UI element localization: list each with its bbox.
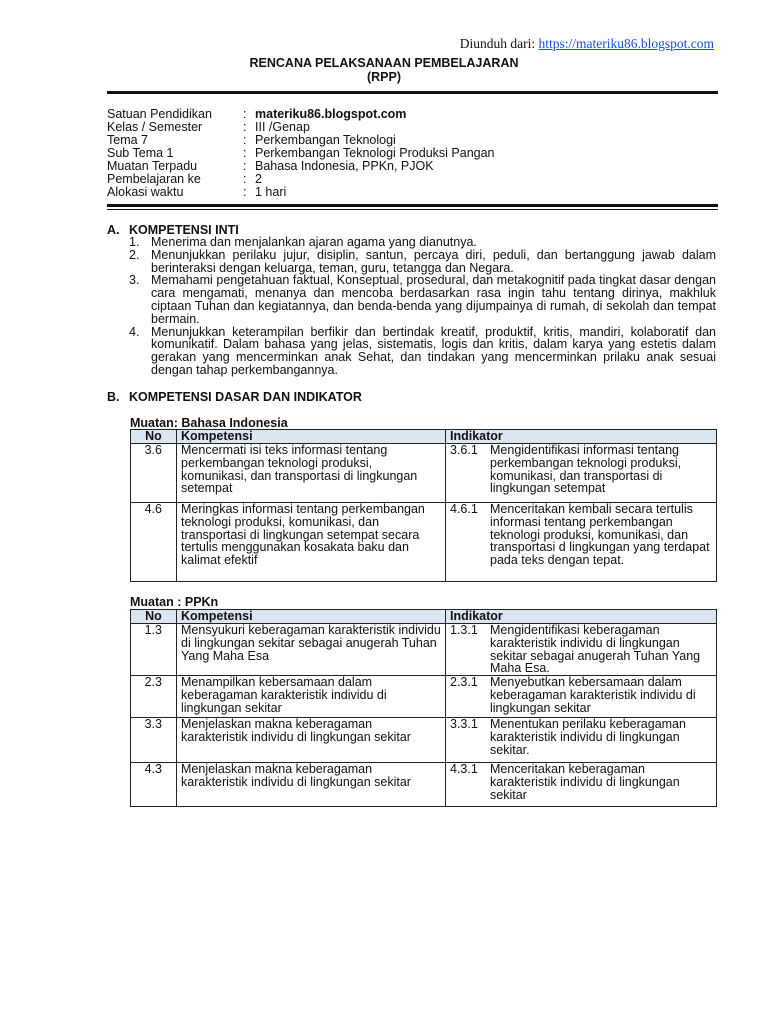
identity-divider-thick [107, 204, 718, 207]
table-row [131, 624, 717, 676]
indikator-text: Mengidentifikasi keberagaman karakteristik individu di lingkungan sekitar sebagai anugerah Tuhan Yang Maha Esa. [490, 623, 701, 676]
info-value: Bahasa Indonesia, PPKn, PJOK [255, 159, 434, 173]
info-colon: : [243, 133, 247, 147]
cell-kompetensi: Menjelaskan makna keberagaman karakteristik individu di lingkungan sekitar [177, 763, 446, 807]
muatan-ppkn-title: Muatan : PPKn [130, 595, 219, 609]
info-colon: : [243, 146, 247, 160]
list-item [129, 274, 716, 325]
table-row [131, 718, 717, 763]
header-no: No [131, 610, 177, 624]
cell-no: 2.3 [131, 676, 177, 718]
indikator-text: Mengidentifikasi informasi tentang perkembangan teknologi produksi, komunikasi, dan transportasi di lingkungan setempat [490, 443, 682, 496]
cell-indikator [446, 503, 717, 582]
section-b-heading [107, 390, 362, 404]
table-row [131, 763, 717, 807]
list-item [129, 236, 716, 249]
cell-indikator [446, 676, 717, 718]
cell-kompetensi: Menampilkan kebersamaan dalam keberagaman karakteristik individu di lingkungan sekitar [177, 676, 446, 718]
info-colon: : [243, 120, 247, 134]
muatan-bahasa-indonesia-title: Muatan: Bahasa Indonesia [130, 416, 288, 430]
cell-indikator [446, 444, 717, 503]
info-label: Kelas / Semester [107, 120, 203, 134]
cell-kompetensi: Meringkas informasi tentang perkembangan teknologi produksi, komunikasi, dan transportasi di lingkungan setempat secara tertulis menggunakan kosakata baku dan kalimat efektif [177, 503, 446, 582]
list-text: Memahami pengetahuan faktual, Konseptual, prosedural, dan metakognitif pada tingkat dasar dengan cara mengamati, menanya dan mencoba berdasarkan rasa ingin tahu tentang dirinya, makhluk ciptaan Tuhan dan kegiatannya, dan benda-benda yang dijumpainya di rumah, di sekolah dan tempat bermain. [151, 273, 716, 326]
indikator-text: Menentukan perilaku keberagaman karakteristik individu di lingkungan sekitar. [490, 717, 686, 757]
info-row-alokasi [107, 186, 495, 199]
header-kompetensi: Kompetensi [177, 610, 446, 624]
section-title: KOMPETENSI INTI [129, 223, 239, 237]
info-value: 1 hari [255, 185, 287, 199]
info-label: Muatan Terpadu [107, 159, 198, 173]
cell-kompetensi: Mencermati isi teks informasi tentang perkembangan teknologi produksi, komunikasi, dan transportasi di lingkungan setempat [177, 444, 446, 503]
info-colon: : [243, 185, 247, 199]
document-title: RENCANA PELAKSANAAN PEMBELAJARAN [249, 56, 519, 70]
document-subtitle: (RPP) [366, 70, 402, 84]
indikator-text: Menyebutkan kebersamaan dalam keberagaman karakteristik individu di lingkungan sekitar [490, 675, 696, 715]
cell-no: 3.3 [131, 718, 177, 763]
kompetensi-inti-list [129, 236, 716, 377]
list-number: 1. [129, 235, 140, 249]
table-row [131, 503, 717, 582]
info-label: Pembelajaran ke [107, 172, 201, 186]
table-header-row [131, 610, 717, 624]
indikator-number: 4.3.1 [450, 762, 478, 777]
source-line [460, 36, 714, 52]
info-label: Tema 7 [107, 133, 148, 147]
section-letter: B. [107, 390, 120, 404]
table-row [131, 444, 717, 503]
source-link[interactable]: https://materiku86.blogspot.com [538, 36, 714, 51]
indikator-number: 3.6.1 [450, 443, 478, 457]
header-indikator: Indikator [446, 430, 717, 444]
info-colon: : [243, 159, 247, 173]
info-value: materiku86.blogspot.com [255, 107, 407, 121]
identity-block [107, 108, 495, 199]
cell-indikator [446, 718, 717, 763]
info-value: III /Genap [255, 120, 310, 134]
info-colon: : [243, 172, 247, 186]
source-prefix: Diunduh dari: [459, 36, 536, 51]
cell-kompetensi: Menjelaskan makna keberagaman karakteristik individu di lingkungan sekitar [177, 718, 446, 763]
indikator-number: 4.6.1 [450, 502, 478, 516]
list-item [129, 326, 716, 377]
indikator-text: Menceritakan keberagaman karakteristik individu di lingkungan sekitar [490, 762, 680, 802]
info-value: 2 [255, 172, 262, 186]
info-value: Perkembangan Teknologi [255, 133, 396, 147]
cell-indikator [446, 624, 717, 676]
section-title: KOMPETENSI DASAR DAN INDIKATOR [129, 390, 362, 404]
top-divider [107, 91, 718, 94]
info-label: Alokasi waktu [107, 185, 184, 199]
cell-no: 4.6 [131, 503, 177, 582]
table-row [131, 676, 717, 718]
header-kompetensi: Kompetensi [177, 430, 446, 444]
cell-no: 3.6 [131, 444, 177, 503]
cell-kompetensi: Mensyukuri keberagaman karakteristik individu di lingkungan sekitar sebagai anugerah Tuhan Yang Maha Esa [177, 624, 446, 676]
list-number: 4. [129, 324, 140, 339]
table-header-row [131, 430, 717, 444]
indikator-number: 3.3.1 [450, 717, 478, 732]
info-colon: : [243, 107, 247, 121]
info-label: Satuan Pendidikan [107, 107, 212, 121]
cell-no: 4.3 [131, 763, 177, 807]
indikator-number: 2.3.1 [450, 675, 478, 690]
list-number: 2. [129, 247, 140, 262]
section-letter: A. [107, 223, 120, 237]
indikator-text: Menceritakan kembali secara tertulis informasi tentang perkembangan teknologi produksi, komunikasi, dan transportasi d lingkungan yang terdapat pada teks dengan tepat. [490, 502, 710, 568]
kd-table-bahasa-indonesia [130, 429, 717, 582]
list-text: Menunjukkan keterampilan berfikir dan bertindak kreatif, produktif, kritis, mandiri, kolaboratif dan komunikatif. Dalam bahasa yang jelas, sistematis, logis dan kritis, dalam karya yang estetis dalam gerakan yang mencerminkan anak Sehat, dan tindakan yang mencerminkan prilaku anak sesuai dengan tahap perkembangannya. [151, 324, 716, 377]
cell-no: 1.3 [131, 624, 177, 676]
indikator-number: 1.3.1 [450, 623, 478, 637]
cell-indikator [446, 763, 717, 807]
list-text: Menerima dan menjalankan ajaran agama yang dianutnya. [151, 235, 477, 249]
info-value: Perkembangan Teknologi Produksi Pangan [255, 146, 495, 160]
list-item [129, 249, 716, 275]
kd-table-ppkn [130, 609, 717, 807]
info-label: Sub Tema 1 [107, 146, 174, 160]
list-text: Menunjukkan perilaku jujur, disiplin, santun, percaya diri, peduli, dan bertanggung jawab dalam berinteraksi dengan keluarga, teman, guru, tetangga dan Negara. [151, 247, 716, 275]
header-indikator: Indikator [446, 610, 717, 624]
list-number: 3. [129, 273, 140, 288]
identity-divider-thin [107, 209, 718, 210]
header-no: No [131, 430, 177, 444]
